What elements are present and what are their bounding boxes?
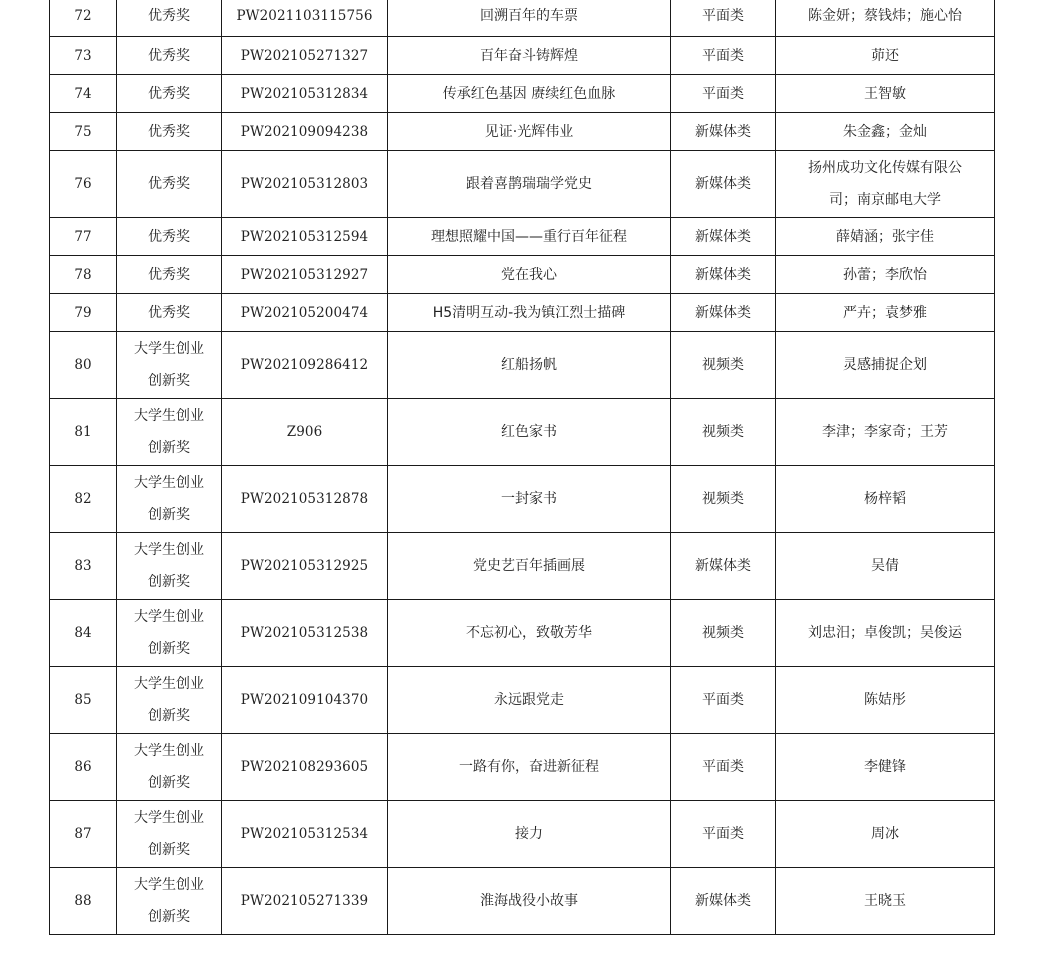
work-title-cell: 见证·光辉伟业 xyxy=(388,113,671,151)
work-code-cell: PW202105312538 xyxy=(222,600,388,667)
work-title-cell: 永远跟党走 xyxy=(388,667,671,734)
authors-cell: 王晓玉 xyxy=(776,868,995,935)
award-cell xyxy=(117,667,222,734)
row-number: 80 xyxy=(50,332,117,399)
award-text: 大学生创业创新奖 xyxy=(134,609,204,657)
table-row xyxy=(50,75,995,113)
authors-cell: 王智敏 xyxy=(776,75,995,113)
authors-cell: 杨梓韬 xyxy=(776,466,995,533)
table-row xyxy=(50,734,995,801)
award-cell: 优秀奖 xyxy=(117,294,222,332)
award-text: 大学生创业创新奖 xyxy=(134,743,204,791)
category-cell: 平面类 xyxy=(671,75,776,113)
work-code-cell: PW202105312534 xyxy=(222,801,388,868)
table-row xyxy=(50,667,995,734)
work-title-cell: 不忘初心，致敬芳华 xyxy=(388,600,671,667)
table-row xyxy=(50,0,995,37)
row-number: 76 xyxy=(50,151,117,218)
award-cell xyxy=(117,466,222,533)
work-code-cell: PW202109104370 xyxy=(222,667,388,734)
award-cell xyxy=(117,399,222,466)
award-cell xyxy=(117,533,222,600)
row-number: 82 xyxy=(50,466,117,533)
award-text: 大学生创业创新奖 xyxy=(134,676,204,724)
row-number: 73 xyxy=(50,37,117,75)
table-row xyxy=(50,868,995,935)
category-cell: 新媒体类 xyxy=(671,294,776,332)
award-text: 大学生创业创新奖 xyxy=(134,542,204,590)
work-code-cell: PW202105312594 xyxy=(222,218,388,256)
category-cell: 视频类 xyxy=(671,600,776,667)
row-number: 75 xyxy=(50,113,117,151)
row-number: 85 xyxy=(50,667,117,734)
authors-cell: 吴倩 xyxy=(776,533,995,600)
category-cell: 视频类 xyxy=(671,332,776,399)
category-cell: 平面类 xyxy=(671,667,776,734)
table-row xyxy=(50,37,995,75)
award-cell xyxy=(117,868,222,935)
authors-cell: 李津；李家奇；王芳 xyxy=(776,399,995,466)
authors-cell xyxy=(776,151,995,218)
work-title-cell: 一路有你，奋进新征程 xyxy=(388,734,671,801)
work-code-cell: PW202105312925 xyxy=(222,533,388,600)
award-cell: 优秀奖 xyxy=(117,218,222,256)
authors-text: 扬州成功文化传媒有限公司；南京邮电大学 xyxy=(808,160,962,208)
work-title-cell: 接力 xyxy=(388,801,671,868)
work-title-cell: H5清明互动-我为镇江烈士描碑 xyxy=(388,294,671,332)
category-cell: 新媒体类 xyxy=(671,113,776,151)
award-text: 大学生创业创新奖 xyxy=(134,810,204,858)
row-number: 79 xyxy=(50,294,117,332)
row-number: 74 xyxy=(50,75,117,113)
authors-cell: 薛婧涵；张宇佳 xyxy=(776,218,995,256)
authors-cell: 周冰 xyxy=(776,801,995,868)
work-code-cell: PW202105312803 xyxy=(222,151,388,218)
work-code-cell: PW202105200474 xyxy=(222,294,388,332)
work-title-cell: 党在我心 xyxy=(388,256,671,294)
table-row xyxy=(50,600,995,667)
award-cell xyxy=(117,801,222,868)
work-title-cell: 淮海战役小故事 xyxy=(388,868,671,935)
table-row xyxy=(50,218,995,256)
table-row xyxy=(50,294,995,332)
row-number: 81 xyxy=(50,399,117,466)
authors-cell: 严卉；袁梦雅 xyxy=(776,294,995,332)
award-text: 大学生创业创新奖 xyxy=(134,475,204,523)
work-code-cell: Z906 xyxy=(222,399,388,466)
award-cell: 优秀奖 xyxy=(117,37,222,75)
row-number: 72 xyxy=(50,0,117,37)
award-cell: 优秀奖 xyxy=(117,75,222,113)
authors-cell: 陈姞彤 xyxy=(776,667,995,734)
award-cell xyxy=(117,734,222,801)
work-code-cell: PW2021103115756 xyxy=(222,0,388,37)
work-title-cell: 党史艺百年插画展 xyxy=(388,533,671,600)
table-row xyxy=(50,801,995,868)
category-cell: 新媒体类 xyxy=(671,868,776,935)
award-text: 大学生创业创新奖 xyxy=(134,408,204,456)
work-title-cell: 理想照耀中国——重行百年征程 xyxy=(388,218,671,256)
work-title-cell: 跟着喜鹊瑞瑞学党史 xyxy=(388,151,671,218)
category-cell: 视频类 xyxy=(671,399,776,466)
authors-cell: 陈金妍；蔡钱炜；施心怡 xyxy=(776,0,995,37)
authors-cell: 刘忠汨；卓俊凯；吴俊运 xyxy=(776,600,995,667)
table-row xyxy=(50,332,995,399)
work-code-cell: PW202109094238 xyxy=(222,113,388,151)
work-title-cell: 百年奋斗铸辉煌 xyxy=(388,37,671,75)
awards-table xyxy=(49,0,995,935)
row-number: 84 xyxy=(50,600,117,667)
category-cell: 视频类 xyxy=(671,466,776,533)
award-text: 大学生创业创新奖 xyxy=(134,341,204,389)
authors-cell: 孙蕾；李欣怡 xyxy=(776,256,995,294)
work-title-cell: 红色家书 xyxy=(388,399,671,466)
award-cell xyxy=(117,600,222,667)
category-cell: 平面类 xyxy=(671,0,776,37)
category-cell: 平面类 xyxy=(671,801,776,868)
authors-cell: 朱金鑫；金灿 xyxy=(776,113,995,151)
work-code-cell: PW202105271327 xyxy=(222,37,388,75)
work-title-cell: 红船扬帆 xyxy=(388,332,671,399)
row-number: 83 xyxy=(50,533,117,600)
award-text: 大学生创业创新奖 xyxy=(134,877,204,925)
authors-cell: 灵感捕捉企划 xyxy=(776,332,995,399)
table-row xyxy=(50,151,995,218)
category-cell: 新媒体类 xyxy=(671,256,776,294)
row-number: 77 xyxy=(50,218,117,256)
category-cell: 新媒体类 xyxy=(671,151,776,218)
work-title-cell: 一封家书 xyxy=(388,466,671,533)
table-row xyxy=(50,533,995,600)
work-code-cell: PW202108293605 xyxy=(222,734,388,801)
row-number: 88 xyxy=(50,868,117,935)
row-number: 86 xyxy=(50,734,117,801)
category-cell: 平面类 xyxy=(671,37,776,75)
category-cell: 新媒体类 xyxy=(671,218,776,256)
work-code-cell: PW202109286412 xyxy=(222,332,388,399)
work-code-cell: PW202105271339 xyxy=(222,868,388,935)
authors-cell: 茆还 xyxy=(776,37,995,75)
authors-cell: 李健锋 xyxy=(776,734,995,801)
work-code-cell: PW202105312834 xyxy=(222,75,388,113)
row-number: 87 xyxy=(50,801,117,868)
work-title-cell: 传承红色基因 赓续红色血脉 xyxy=(388,75,671,113)
table-row xyxy=(50,113,995,151)
work-code-cell: PW202105312927 xyxy=(222,256,388,294)
award-cell: 优秀奖 xyxy=(117,151,222,218)
row-number: 78 xyxy=(50,256,117,294)
award-cell: 优秀奖 xyxy=(117,256,222,294)
table-row xyxy=(50,466,995,533)
category-cell: 新媒体类 xyxy=(671,533,776,600)
award-cell xyxy=(117,332,222,399)
category-cell: 平面类 xyxy=(671,734,776,801)
award-cell: 优秀奖 xyxy=(117,113,222,151)
award-cell: 优秀奖 xyxy=(117,0,222,37)
table-row xyxy=(50,399,995,466)
table-row xyxy=(50,256,995,294)
work-code-cell: PW202105312878 xyxy=(222,466,388,533)
work-title-cell: 回溯百年的车票 xyxy=(388,0,671,37)
